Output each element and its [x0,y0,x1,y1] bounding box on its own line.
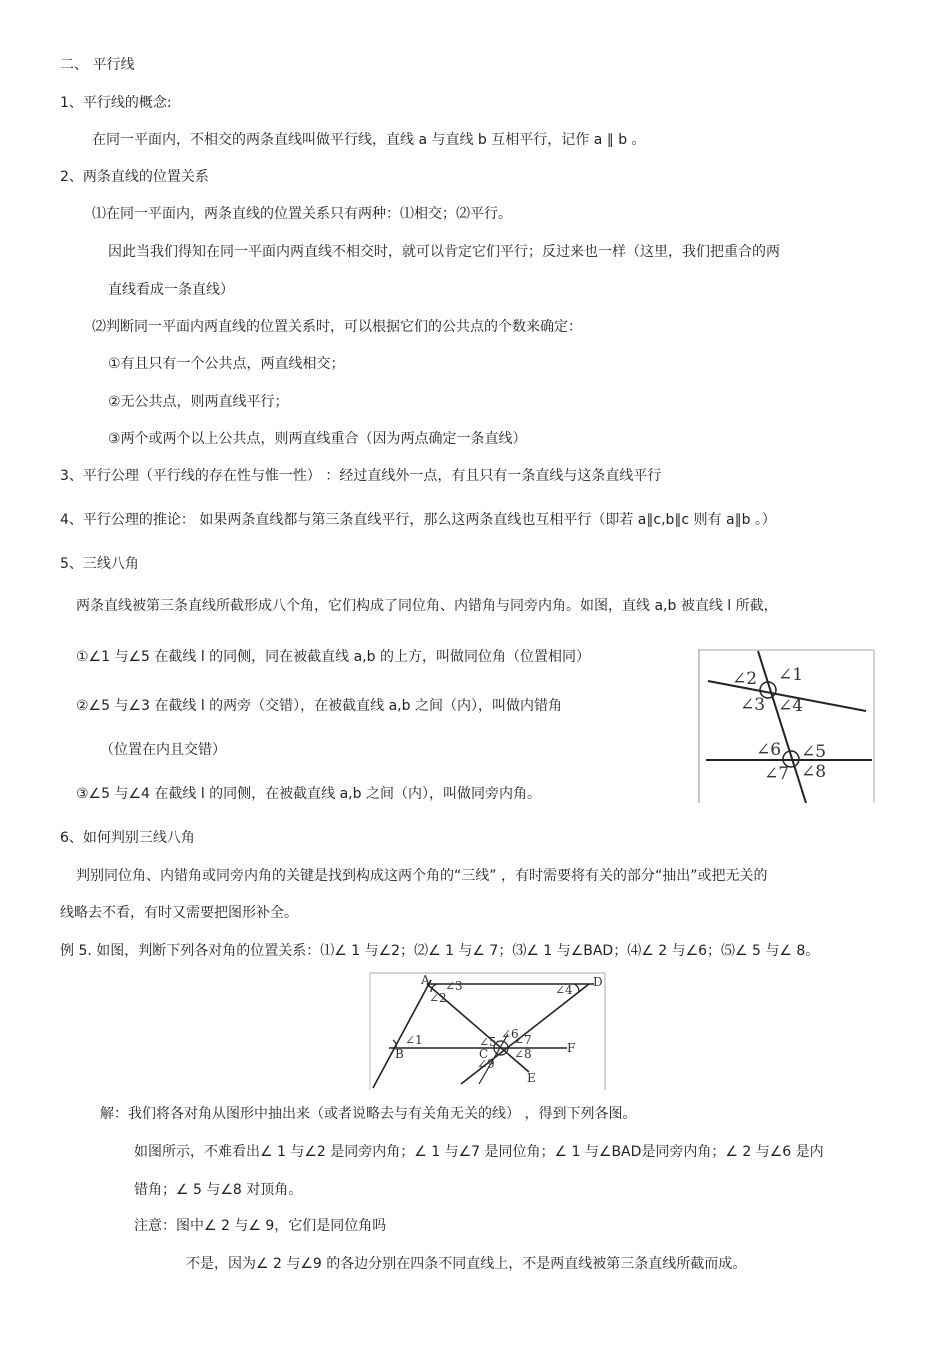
s2-para-3: 直线看成一条直线） [108,282,234,298]
point-C: C [479,1047,489,1061]
point-E: E [527,1071,536,1085]
s6-title: 6、如何判别三线八角 [60,830,195,846]
s2-item-1: ①有且只有一个公共点，两直线相交； [108,356,345,372]
answer-line: 不是，因为∠ 2 与∠9 的各边分别在四条不同直线上，不是两直线被第三条直线所截而成。 [186,1256,747,1272]
s3-line: 3、平行公理（平行线的存在性与惟一性） ：经过直线外一点，有且只有一条直线与这条直线平行 [60,468,662,484]
s5-item-3: ③∠5 与∠4 在截线 l 的同侧，在被截直线 a,b 之间（内），叫做同旁内角。 [76,786,541,802]
s5-item-2b: （位置在内且交错） [100,742,226,758]
s6-para-2: 线略去不看，有时又需要把图形补全。 [60,905,298,921]
angle-label-2: ∠2 [429,991,447,1005]
s4-line: 4、平行公理的推论： 如果两条直线都与第三条直线平行，那么这两条直线也互相平行（即若 a∥c,b∥c 则有 a∥b 。） [60,512,776,528]
solution-1: 解：我们将各对角从图形中抽出来（或者说略去与有关角无关的线） ，得到下列各图。 [100,1106,637,1122]
angle-label-6: ∠6 [756,740,782,760]
s2-para-2: 因此当我们得知在同一平面内两直线不相交时，就可以肯定它们平行；反过来也一样（这里，我们把重合的两 [108,244,780,260]
s5-para-1: 两条直线被第三条直线所截形成八个角，它们构成了同位角、内错角与同旁内角。如图，直线 a,b 被直线 l 所截， [76,598,778,614]
example-5: 例 5. 如图，判断下列各对角的位置关系：⑴∠ 1 与∠2；⑵∠ 1 与∠ 7；⑶∠ 1 与∠BAD；⑷∠ 2 与∠6；⑸∠ 5 与∠ 8。 [60,943,820,959]
angle-label-8: ∠8 [801,762,827,782]
point-A: A [421,973,430,987]
angle-label-6: ∠6 [501,1027,519,1041]
s2-para-1: ⑴在同一平面内，两条直线的位置关系只有两种：⑴相交；⑵平行。 [92,206,512,222]
angle-label-3: ∠3 [740,695,766,715]
s5-item-1: ①∠1 与∠5 在截线 l 的同侧，同在被截直线 a,b 的上方，叫做同位角（位置相同） [76,649,590,665]
s2-para-4: ⑵判断同一平面内两直线的位置关系时，可以根据它们的公共点的个数来确定： [92,319,582,335]
point-F: F [567,1041,576,1055]
angle-label-7: ∠7 [514,1033,532,1047]
angle-label-2: ∠2 [732,669,758,689]
s1-title: 1、平行线的概念: [60,95,172,111]
s1-body: 在同一平面内，不相交的两条直线叫做平行线，直线 a 与直线 b 互相平行，记作 a ∥ b 。 [92,132,646,148]
section-heading: 二、 平行线 [60,57,135,73]
angle-label-7: ∠7 [764,764,790,784]
angle-label-1: ∠1 [778,665,804,685]
angle-label-8: ∠8 [514,1047,532,1061]
s2-item-3: ③两个或两个以上公共点，则两直线重合（因为两点确定一条直线） [108,431,527,447]
s5-item-2: ②∠5 与∠3 在截线 l 的两旁（交错），在被截直线 a,b 之间（内），叫做内错角 [76,698,562,714]
angle-label-4: ∠4 [778,696,804,716]
s6-para-1: 判别同位角、内错角或同旁内角的关键是找到构成这两个角的“三线” ，有时需要将有关的部分“抽出”或把无关的 [76,868,768,884]
angle-label-3: ∠3 [445,979,463,993]
angle-label-9: ∠9 [477,1057,495,1071]
point-D: D [593,975,603,989]
note-line: 注意：图中∠ 2 与∠ 9，它们是同位角吗 [134,1218,387,1234]
s2-title: 2、两条直线的位置关系 [60,169,209,185]
figure-three-lines-eight-angles [698,649,876,803]
s2-item-2: ②无公共点，则两直线平行； [108,394,289,410]
angle-label-4: ∠4 [555,983,573,997]
point-B: B [395,1047,404,1061]
angle-label-5: ∠5 [479,1035,497,1049]
angle-label-1: ∠1 [405,1033,423,1047]
solution-2: 如图所示，不难看出∠ 1 与∠2 是同旁内角；∠ 1 与∠7 是同位角；∠ 1 与∠BAD是同旁内角；∠ 2 与∠6 是内 [134,1144,824,1160]
solution-3: 错角；∠ 5 与∠8 对顶角。 [134,1182,303,1198]
s5-title: 5、三线八角 [60,556,139,572]
figure-example-5 [369,972,607,1090]
angle-label-5: ∠5 [801,742,827,762]
